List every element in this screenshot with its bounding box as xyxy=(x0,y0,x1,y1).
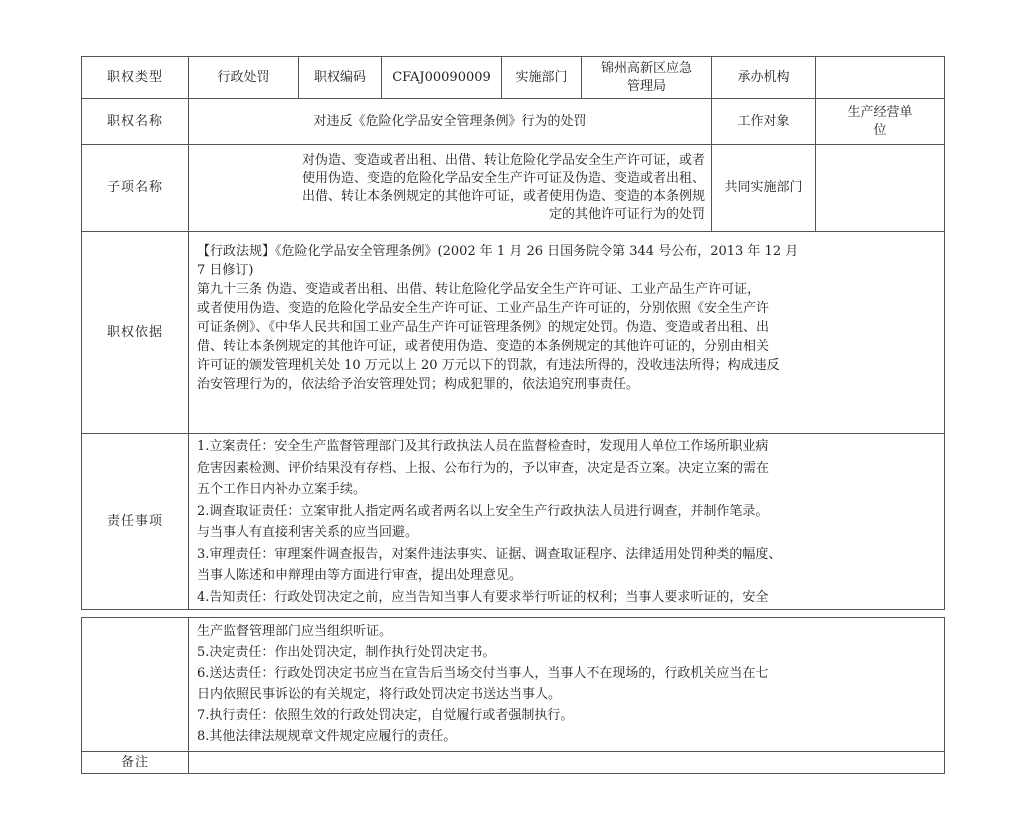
duty-line: 1.立案责任：安全生产监督管理部门及其行政执法人员在监督检查时，发现用人单位工作场所职业病 xyxy=(197,439,769,454)
value-subitem-name xyxy=(189,145,712,232)
basis-line: 7 日修订) xyxy=(197,263,254,278)
subitem-line: 对伪造、变造或者出租、出借、转让危险化学品安全生产许可证，或者 xyxy=(301,153,705,168)
row-subitem xyxy=(82,145,945,232)
duty-line: 日内依照民事诉讼的有关规定，将行政处罚决定书送达当事人。 xyxy=(197,687,562,702)
duty-line: 五个工作日内补办立案手续。 xyxy=(197,482,367,497)
label-authority-code: 职权编码 xyxy=(299,57,382,99)
value-authority-type: 行政处罚 xyxy=(189,57,299,99)
duty-line: 危害因素检测、评价结果没有存档、上报、公布行为的，予以审查，决定是否立案。决定立案的需在 xyxy=(197,460,770,476)
basis-line: 【行政法规】《危险化学品安全管理条例》(2002 年 1 月 26 日国务院令第 344 号公布，2013 年 12 月 xyxy=(197,244,799,259)
duty-line: 4.告知责任：行政处罚决定之前，应当告知当事人有要求举行听证的权利；当事人要求听证的，安全 xyxy=(197,589,769,605)
basis-line: 治安管理行为的，依法给予治安管理处罚；构成犯罪的，依法追究刑事责任。 xyxy=(197,377,640,392)
value-authority-name: 对违反《危险化学品安全管理条例》行为的处罚 xyxy=(189,99,712,145)
value-authority-basis xyxy=(189,232,945,434)
row-type xyxy=(82,57,945,99)
row-remarks xyxy=(82,752,945,774)
duty-line: 生产监督管理部门应当组织听证。 xyxy=(197,624,393,639)
value-work-target: 生产经营单位 xyxy=(816,99,945,145)
label-remarks: 备注 xyxy=(82,752,189,774)
basis-line: 或者使用伪造、变造的危险化学品安全生产许可证、工业产品生产许可证的，分别依照《安全生产许 xyxy=(197,301,770,316)
value-handling-agency xyxy=(816,57,945,99)
label-authority-type: 职权类型 xyxy=(82,57,189,99)
duty-line: 8.其他法律法规规章文件规定应履行的责任。 xyxy=(197,729,457,744)
duty-line: 3.审理责任：审理案件调查报告，对案件违法事实、证据、调查取证程序、法律适用处罚种类的幅度、 xyxy=(197,546,782,562)
row-name xyxy=(82,99,945,145)
basis-line: 第九十三条 伪造、变造或者出租、出借、转让危险化学品安全生产许可证、工业产品生产许可证， xyxy=(197,282,761,297)
label-subitem-name: 子项名称 xyxy=(82,145,189,232)
label-authority-name: 职权名称 xyxy=(82,99,189,145)
value-joint-dept xyxy=(816,145,945,232)
duty-line: 7.执行责任：依照生效的行政处罚决定，自觉履行或者强制执行。 xyxy=(197,708,574,723)
value-implementing-dept: 锦州高新区应急管理局 xyxy=(582,57,712,99)
subitem-line: 定的其他许可证行为的处罚 xyxy=(548,207,705,222)
label-joint-dept: 共同实施部门 xyxy=(712,145,816,232)
value-remarks xyxy=(189,752,945,774)
duty-line: 当事人陈述和申辩理由等方面进行审查，提出处理意见。 xyxy=(197,568,523,583)
label-work-target: 工作对象 xyxy=(712,99,816,145)
duty-line: 5.决定责任：作出处罚决定，制作执行处罚决定书。 xyxy=(197,645,496,660)
label-handling-agency: 承办机构 xyxy=(712,57,816,99)
value-responsibilities-part1 xyxy=(189,434,945,610)
row-basis xyxy=(82,232,945,434)
authority-table-lower xyxy=(81,617,945,774)
basis-line: 许可证的颁发管理机关处 10 万元以上 20 万元以下的罚款，有违法所得的，没收违法所得；构成违反 xyxy=(197,358,780,373)
label-authority-basis: 职权依据 xyxy=(82,232,189,434)
duty-line: 2.调查取证责任：立案审批人指定两名或者两名以上安全生产行政执法人员进行调查，并制作笔录。 xyxy=(197,503,769,519)
label-responsibilities: 责任事项 xyxy=(82,434,189,610)
duty-line: 6.送达责任：行政处罚决定书应当在宣告后当场交付当事人，当事人不在现场的，行政机关应当在七 xyxy=(197,666,769,681)
value-authority-code: CFAJ00090009 xyxy=(382,57,502,99)
row-duties-continued xyxy=(82,618,945,752)
label-responsibilities-continued xyxy=(82,618,189,752)
basis-line: 借、转让本条例规定的其他许可证，或者使用伪造、变造的本条例规定的其他许可证的，分别由相关 xyxy=(197,339,770,354)
duty-line: 与当事人有直接利害关系的应当回避。 xyxy=(197,525,419,540)
row-duties xyxy=(82,434,945,610)
label-implementing-dept: 实施部门 xyxy=(502,57,582,99)
subitem-line: 使用伪造、变造的危险化学品安全生产许可证及伪造、变造或者出租、 xyxy=(301,171,705,186)
value-responsibilities-part2 xyxy=(189,618,945,752)
authority-table-upper xyxy=(81,56,945,610)
basis-line: 可证条例》、《中华人民共和国工业产品生产许可证管理条例》的规定处罚。伪造、变造或者出租、出 xyxy=(197,320,770,335)
subitem-line: 出借、转让本条例规定的其他许可证，或者使用伪造、变造的本条例规 xyxy=(301,189,705,204)
